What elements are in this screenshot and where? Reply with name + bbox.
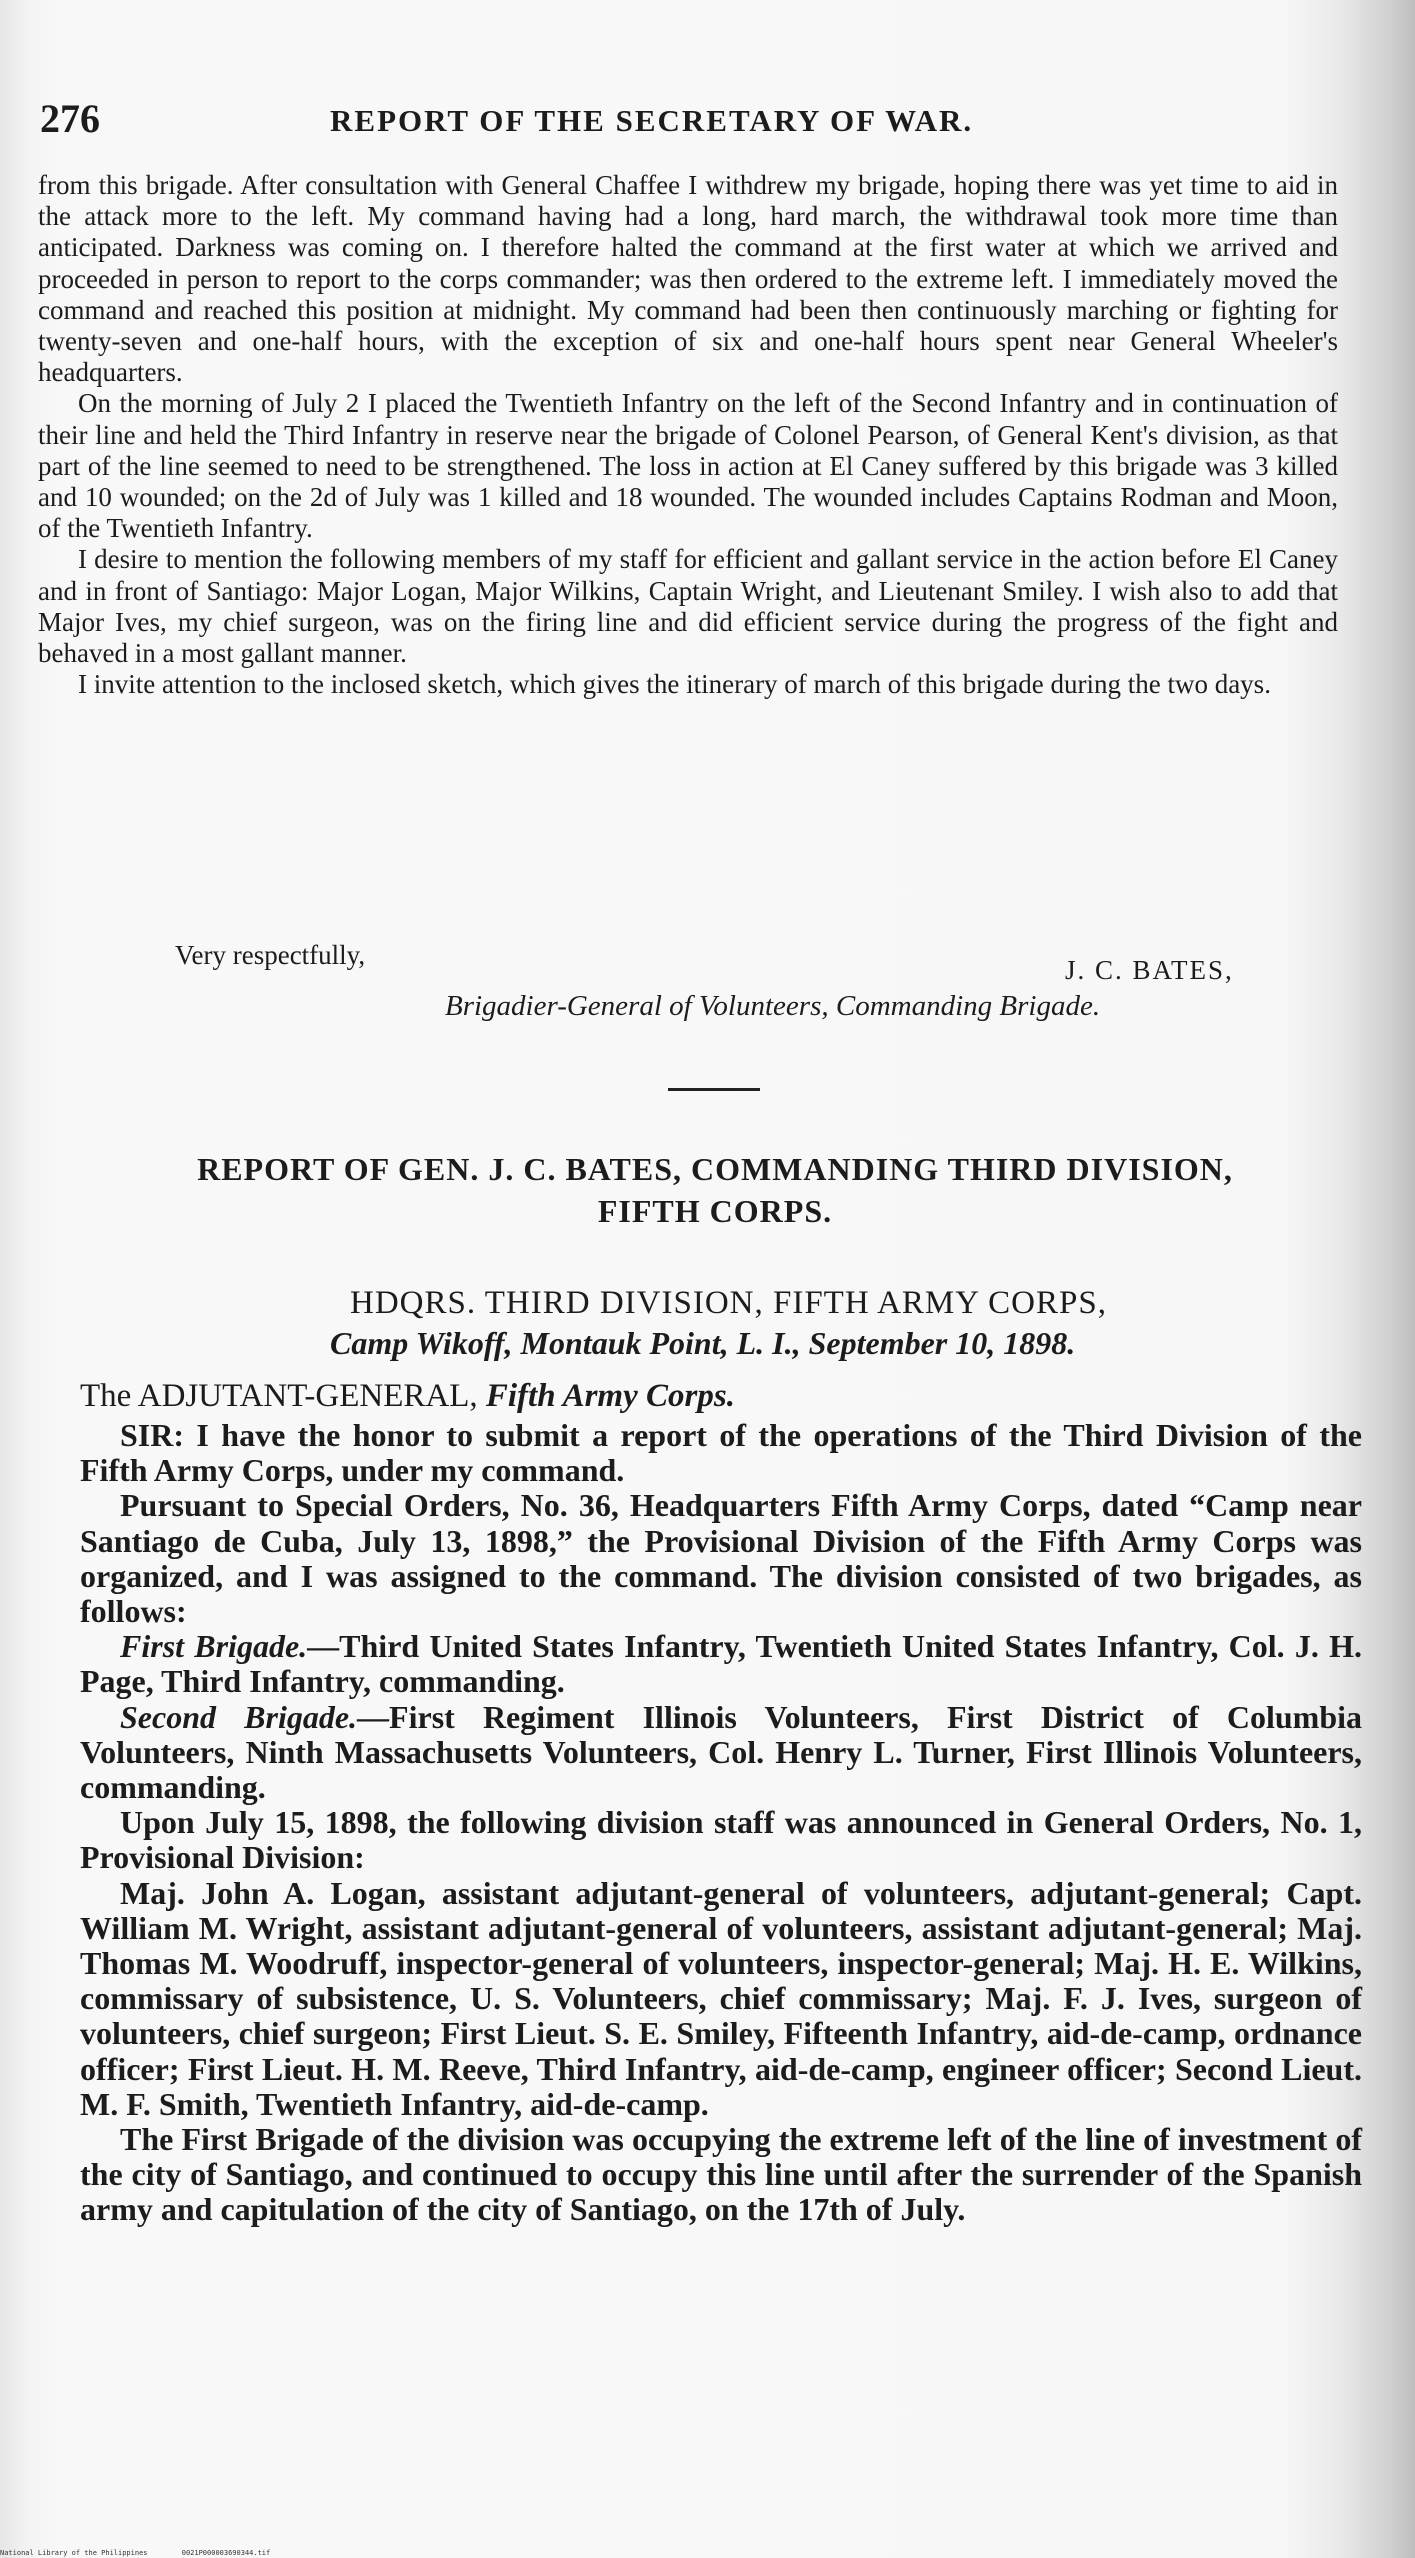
place-date-line: Camp Wikoff, Montauk Point, L. I., September 10, 1898. — [330, 1325, 1076, 1361]
division-paragraph — [80, 1629, 1362, 1699]
section-divider — [668, 1088, 760, 1091]
brigade-paragraph: On the morning of July 2 I placed the Twentieth Infantry on the left of the Second Infantry and in continuation of their line and held the Third Infantry in reserve near the brigade of Colonel Pearson, of General Kent's division, as that part of the line seemed to need to be strengthened. The loss in action at El Caney suffered by this brigade was 3 killed and 10 wounded; on the 2d of July was 1 killed and 18 wounded. The wounded includes Captains Rodman and Moon, of the Twentieth Infantry. — [38, 388, 1338, 544]
signature-title: Brigadier-General of Volunteers, Commanding Brigade. — [445, 990, 1101, 1022]
division-report-body — [80, 1418, 1362, 2228]
addressee-corps: Fifth Army Corps. — [485, 1378, 735, 1414]
brigade-paragraph: I desire to mention the following members of my staff for efficient and gallant service in the action before El Caney and in front of Santiago: Major Logan, Major Wilkins, Captain Wright, and Lieutenant Smiley. I wish also to add that Major Ives, my chief surgeon, was on the firing line and did efficient service during the progress of the fight and behaved in a most gallant manner. — [38, 544, 1338, 669]
first-brigade-text: —Third United States Infantry, Twentieth United States Infantry, Col. J. H. Page, Third Infantry, commanding. — [80, 1628, 1363, 1700]
addressee-prefix: The ADJUTANT-GENERAL, — [80, 1378, 486, 1414]
headquarters-line: HDQRS. THIRD DIVISION, FIFTH ARMY CORPS, — [350, 1285, 1107, 1321]
division-paragraph: Maj. John A. Logan, assistant adjutant-general of volunteers, adjutant-general; Capt. William M. Wright, assistant adjutant-general of volunteers, assistant adjutant-general; Maj. Thomas M. Woodruff, inspector-general of volunteers, inspector-general; Maj. H. E. Wilkins, commissary of subsistence, U. S. Volunteers, chief commissary; Maj. F. J. Ives, surgeon of volunteers, chief surgeon; First Lieut. S. E. Smiley, Fifteenth Infantry, aid-de-camp, ordnance officer; First Lieut. H. M. Reeve, Third Infantry, aid-de-camp, engineer officer; Second Lieut. M. F. Smith, Twentieth Infantry, aid-de-camp. — [80, 1874, 1362, 2122]
footer-file: 0021P000003690344.tif — [181, 2549, 271, 2557]
division-paragraph — [80, 1700, 1362, 1806]
scan-footer — [0, 2549, 300, 2557]
brigade-paragraph: from this brigade. After consultation with General Chaffee I withdrew my brigade, hoping there was yet time to aid in the attack more to the left. My command having had a long, hard march, the withdrawal took more time than anticipated. Darkness was coming on. I therefore halted the command at the first water at which we arrived and proceeded in person to report to the corps commander; was then ordered to the extreme left. I immediately moved the command and reached this position at midnight. My command had been then continuously marching or fighting for twenty-seven and one-half hours, with the exception of six and one-half hours spent near General Wheeler's headquarters. — [38, 170, 1338, 388]
division-paragraph: Upon July 15, 1898, the following division staff was announced in General Orders, No. 1, Provisional Division: — [80, 1804, 1362, 1876]
first-brigade-label: First Brigade. — [120, 1628, 308, 1665]
second-brigade-text: —First Regiment Illinois Volunteers, First District of Columbia Volunteers, Ninth Massachusetts Volunteers, Col. Henry L. Turner, First Illinois Volunteers, commanding. — [80, 1698, 1363, 1806]
running-head: REPORT OF THE SECRETARY OF WAR. — [330, 103, 974, 138]
page-number: 276 — [40, 96, 100, 141]
closing-salutation: Very respectfully, — [175, 940, 366, 970]
brigade-report-body — [38, 170, 1338, 700]
brigade-paragraph: I invite attention to the inclosed sketch, which gives the itinerary of march of this brigade during the two days. — [78, 669, 1271, 700]
footer-library: National Library of the Philippines — [0, 2549, 148, 2557]
report-title-line: REPORT OF GEN. J. C. BATES, COMMANDING THIRD DIVISION, — [197, 1151, 1233, 1187]
signature-name: J. C. BATES, — [1065, 955, 1234, 985]
addressee — [80, 1378, 735, 1415]
page-header — [40, 95, 1360, 155]
second-brigade-label: Second Brigade. — [120, 1698, 358, 1735]
division-paragraph: SIR: I have the honor to submit a report of the operations of the Third Division of the Fifth Army Corps, under my command. — [80, 1417, 1362, 1489]
report-title-line: FIFTH CORPS. — [597, 1193, 833, 1229]
report-title — [100, 1148, 1330, 1232]
division-paragraph: The First Brigade of the division was occupying the extreme left of the line of investment of the city of Santiago, and continued to occupy this line until after the surrender of the Spanish army and capitulation of the city of Santiago, on the 17th of July. — [80, 2121, 1362, 2228]
division-paragraph: Pursuant to Special Orders, No. 36, Headquarters Fifth Army Corps, dated “Camp near Santiago de Cuba, July 13, 1898,” the Provisional Division of the Fifth Army Corps was organized, and I was assigned to the command. The division consisted of two brigades, as follows: — [80, 1487, 1362, 1630]
